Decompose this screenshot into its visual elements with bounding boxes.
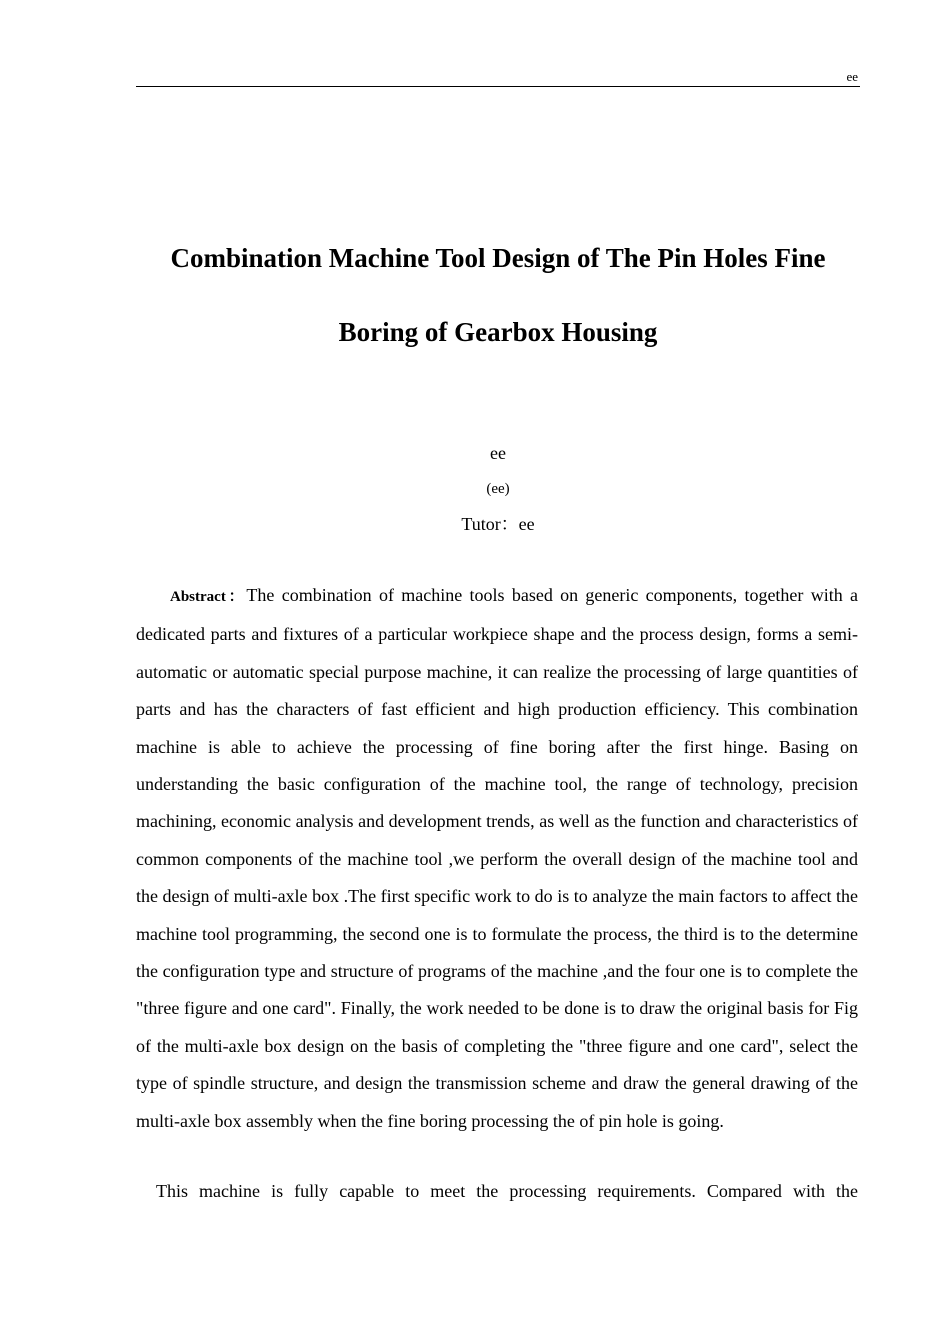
tutor-line: Tutor：ee [461, 514, 535, 534]
abstract-paragraph [136, 577, 858, 1140]
author-affiliation: (ee) [486, 481, 510, 497]
abstract-paragraph-2: This machine is fully capable to meet the processing requirements. Compared with the [156, 1181, 858, 1201]
title-line-2: Boring of Gearbox Housing [338, 317, 658, 347]
header-rule [136, 86, 860, 87]
title-line-1: Combination Machine Tool Design of The Pin Holes Fine [170, 243, 826, 273]
author-name: ee [490, 443, 506, 463]
abstract-text: The combination of machine tools based on generic components, together with a dedicated parts and fixtures of a particular workpiece shape and the process design, forms a semi-automatic or automatic special purpose machine, it can realize the processing of large quantities of parts and has the characters of fast efficient and high production efficiency. This combination machine is able to achieve the processing of fine boring after the first hinge. Basing on understanding the basic configuration of the machine tool, the range of technology, precision machining, economic analysis and development trends, as well as the function and characteristics of common components of the machine tool ,we perform the overall design of the machine tool and the design of multi-axle box .The first specific work to do is to analyze the main factors to affect the machine tool programming, the second one is to formulate the process, the third is to the determine the configuration type and structure of programs of the machine ,and the four one is to complete the "three figure and one card". Finally, the work needed to be done is to draw the original basis for Fig of the multi-axle box design on the basis of completing the "three figure and one card", select the type of spindle structure, and design the transmission scheme and draw the general drawing of the multi-axle box assembly when the fine boring processing the of pin hole is going. [136, 585, 858, 1131]
running-header: ee [846, 69, 858, 84]
abstract-label: Abstract： [170, 589, 247, 605]
